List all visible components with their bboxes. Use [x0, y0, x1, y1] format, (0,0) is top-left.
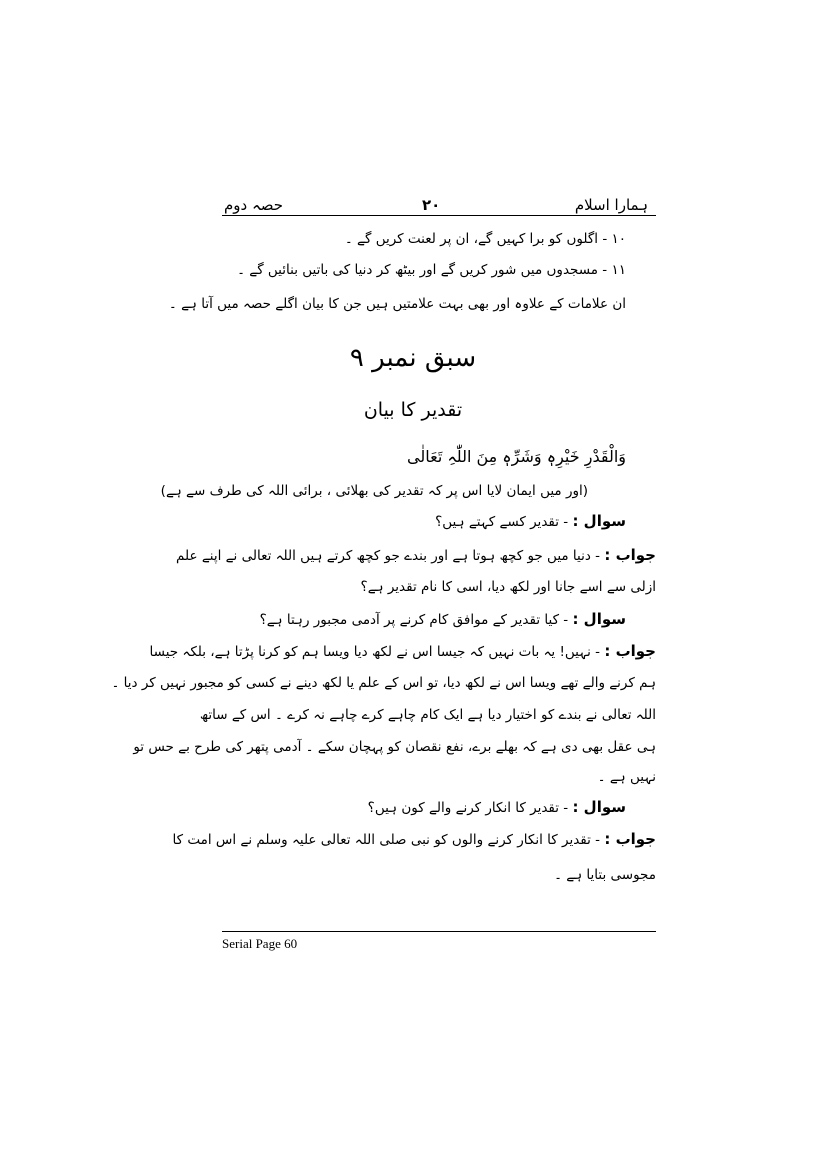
- verse-translation: (اور میں ایمان لایا اس پر کہ تقدیر کی بھلائی ، برائی اللہ کی طرف سے ہے): [160, 483, 588, 499]
- book-title: ہمارا اسلام: [574, 196, 648, 214]
- answer-1-line-2: ازلی سے اسے جانا اور لکھ دیا، اسی کا نام تقدیر ہے؟: [360, 579, 656, 595]
- question-3: [368, 796, 626, 819]
- lesson-subtitle: تقدیر کا بیان: [363, 399, 463, 421]
- question-1: [435, 510, 626, 533]
- question-text: - کیا تقدیر کے موافق کام کرنے پر آدمی مجبور رہتا ہے؟: [259, 612, 573, 628]
- serial-page: Serial Page 60: [222, 936, 298, 951]
- part-label: حصہ دوم: [224, 196, 284, 214]
- intro-line-summary: ان علامات کے علاوہ اور بھی بہت علامتیں ہیں جن کا بیان اگلے حصہ میں آتا ہے ۔: [168, 296, 626, 312]
- answer-2-line-4: ہی عقل بھی دی ہے کہ بھلے برے، نفع نقصان کو پہچان سکے ۔ آدمی پتھر کی طرح بے حس تو: [133, 739, 656, 755]
- answer-label: جواب :: [604, 642, 656, 660]
- intro-line-11: ۱۱ - مسجدوں میں شور کریں گے اور بیٹھ کر دنیا کی باتیں بنائیں گے ۔: [237, 262, 626, 278]
- arabic-verse: وَالْقَدْرِ خَیْرِہٖ وَشَرِّہٖ مِنَ اللّٰہِ تَعَالٰی: [407, 447, 626, 466]
- question-label: سوال :: [572, 512, 626, 530]
- answer-label: جواب :: [604, 830, 656, 848]
- page-number: ۲۰: [422, 196, 441, 214]
- question-2: [260, 608, 626, 631]
- answer-2-line-3: اللہ تعالی نے بندے کو اختیار دیا ہے ایک کام چاہے کرے چاہے نہ کرے ۔ اس کے ساتھ: [199, 707, 656, 723]
- question-label: سوال :: [572, 610, 626, 628]
- answer-2-line-1: [150, 640, 656, 663]
- running-header: [222, 196, 656, 214]
- question-text: - تقدیر کا انکار کرنے والے کون ہیں؟: [367, 800, 573, 816]
- answer-1-line-1: [176, 544, 656, 567]
- lesson-title: سبق نمبر ۹: [349, 343, 477, 373]
- answer-2-line-2: ہم کرنے والے تھے ویسا اس نے لکھ دیا، تو اس کے علم یا لکھ دینے نے کسی کو مجبور نہیں کر دیا ۔: [111, 675, 656, 691]
- question-label: سوال :: [572, 798, 626, 816]
- answer-text: - نہیں! یہ بات نہیں کہ جیسا اس نے لکھ دیا ویسا ہم کو کرنا پڑتا ہے، بلکہ جیسا: [149, 644, 605, 660]
- intro-line-10: ۱۰ - اگلوں کو برا کہیں گے، ان پر لعنت کریں گے ۔: [344, 231, 626, 247]
- answer-text: - تقدیر کا انکار کرنے والوں کو نبی صلی اللہ تعالی علیہ وسلم نے اس امت کا: [172, 832, 605, 848]
- answer-text: - دنیا میں جو کچھ ہوتا ہے اور بندے جو کچھ کرتے ہیں اللہ تعالی نے اپنے علم: [176, 548, 605, 564]
- footer-rule: [222, 931, 656, 932]
- header-rule: [222, 215, 656, 216]
- answer-3-line-2: مجوسی بتایا ہے ۔: [554, 867, 656, 883]
- question-text: - تقدیر کسے کہتے ہیں؟: [435, 514, 573, 530]
- answer-3-line-1: [173, 828, 656, 851]
- answer-label: جواب :: [604, 546, 656, 564]
- answer-2-line-5: نہیں ہے ۔: [597, 769, 656, 785]
